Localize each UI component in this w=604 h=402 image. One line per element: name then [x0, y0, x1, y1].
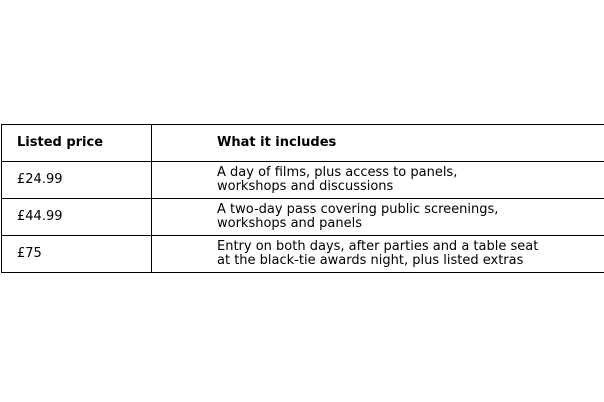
includes-cell — [152, 199, 604, 236]
includes-cell — [152, 236, 604, 273]
header-what-it-includes: What it includes — [152, 125, 604, 162]
includes-line: Entry on both days, after parties and a table seat — [217, 239, 539, 254]
includes-line: workshops and panels — [217, 216, 363, 231]
table-row — [2, 162, 604, 199]
pricing-table — [1, 124, 604, 273]
header-listed-price: Listed price — [2, 125, 152, 162]
price-cell: £24.99 — [2, 162, 152, 199]
table-header-row — [2, 125, 604, 162]
includes-line: at the black-tie awards night, plus listed extras — [217, 253, 524, 268]
table-row — [2, 199, 604, 236]
includes-line: A day of films, plus access to panels, — [217, 165, 458, 180]
includes-line: A two-day pass covering public screenings, — [217, 202, 499, 217]
table-row — [2, 236, 604, 273]
price-cell: £44.99 — [2, 199, 152, 236]
includes-cell — [152, 162, 604, 199]
price-cell: £75 — [2, 236, 152, 273]
includes-line: workshops and discussions — [217, 179, 394, 194]
